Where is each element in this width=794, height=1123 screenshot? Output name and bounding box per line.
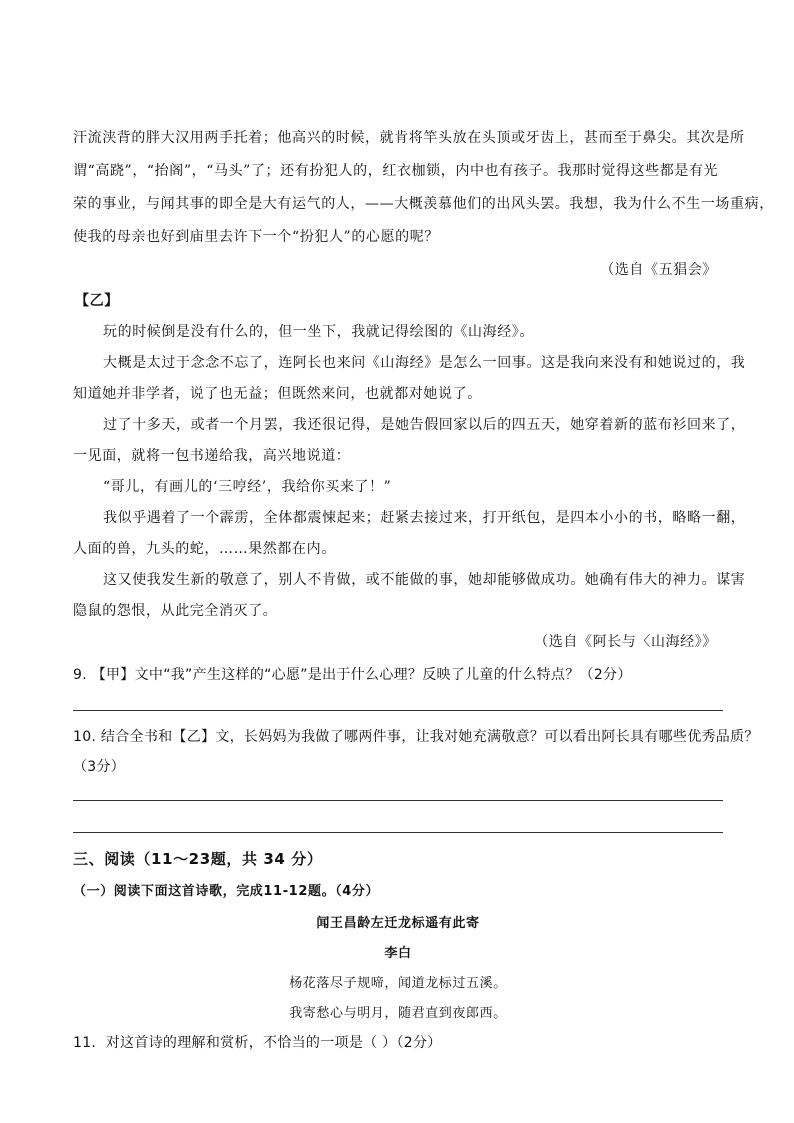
subsection-one-heading: （一）阅读下面这首诗歌，完成11-12题。（4分）: [73, 884, 380, 899]
yi-line-9: 这又使我发生新的敬意了，别人不肯做，或不能做的事，她却能够做成功。她确有伟大的神力。谋害: [103, 572, 746, 588]
answer-line-q10-2[interactable]: [73, 832, 723, 833]
answer-line-q9[interactable]: [73, 710, 723, 711]
answer-line-q10-1[interactable]: [73, 800, 723, 801]
yi-line-1: 玩的时候倒是没有什么的，但一坐下，我就记得绘图的《山海经》。: [103, 324, 534, 340]
yi-line-5: 一见面，就将一包书递给我，高兴地说道：: [73, 448, 351, 464]
jia-paragraph-line-4: 使我的母亲也好到庙里去许下一个“扮犯人”的心愿的呢？: [73, 229, 439, 245]
yi-line-10: 隐鼠的怨恨，从此完全消灭了。: [73, 603, 278, 619]
section-three-heading: 三、阅读（11～23题，共 34 分）: [73, 850, 323, 868]
yi-line-4: 过了十多天，或者一个月罢，我还很记得，是她告假回家以后的四五天，她穿着新的蓝布衫回来了，: [103, 417, 746, 433]
yi-source: （选自《阿长与〈山海经》》: [534, 634, 717, 650]
yi-line-2: 大概是太过于念念不忘了，连阿长也来问《山海经》是怎么一回事。这是我向来没有和她说过的，我: [103, 355, 746, 371]
yi-line-6: “哥儿，有画儿的‘三哼经’，我给你买来了！”: [103, 479, 392, 495]
yi-heading: 【乙】: [75, 293, 119, 309]
yi-line-3: 知道她并非学者，说了也无益；但既然来问，也就都对她说了。: [73, 386, 482, 402]
jia-source: （选自《五猖会》: [600, 262, 717, 278]
poem-line-1: 杨花落尽子规啼，闻道龙标过五溪。: [289, 976, 507, 991]
jia-paragraph-line-1: 汗流浃背的胖大汉用两手托着；他高兴的时候，就肯将竿头放在头顶或牙齿上，甚而至于鼻尖。其次是所: [73, 130, 745, 146]
question-10-line-2: （3分）: [73, 759, 126, 775]
poem-title: 闻王昌龄左迁龙标遥有此寄: [316, 916, 480, 931]
question-10-line-1: 10. 结合全书和【乙】文，长妈妈为我做了哪两件事，让我对她充满敬意？可以看出阿长具有哪些优秀品质？: [73, 729, 759, 745]
poem-author: 李白: [384, 946, 412, 961]
jia-paragraph-line-3: 荣的事业，与闻其事的即全是大有运气的人，——大概羡慕他们的出风头罢。我想，我为什么不生一场重病，: [73, 196, 774, 212]
yi-line-7: 我似乎遇着了一个霹雳，全体都震悚起来；赶紧去接过来，打开纸包，是四本小小的书，略略一翻，: [103, 510, 746, 526]
question-9: 9. 【甲】文中“我”产生这样的“心愿”是出于什么心理？反映了儿童的什么特点？（2分）: [73, 667, 632, 683]
jia-paragraph-line-2: 谓“高跷”，“抬阁”，“马头”了；还有扮犯人的，红衣枷锁，内中也有孩子。我那时觉得这些都是有光: [73, 163, 719, 179]
question-11: 11．对这首诗的理解和赏析，不恰当的一项是（ ）（2分）: [73, 1035, 442, 1051]
yi-line-8: 人面的兽，九头的蛇，……果然都在内。: [73, 541, 336, 557]
poem-line-2: 我寄愁心与明月，随君直到夜郎西。: [289, 1006, 507, 1021]
